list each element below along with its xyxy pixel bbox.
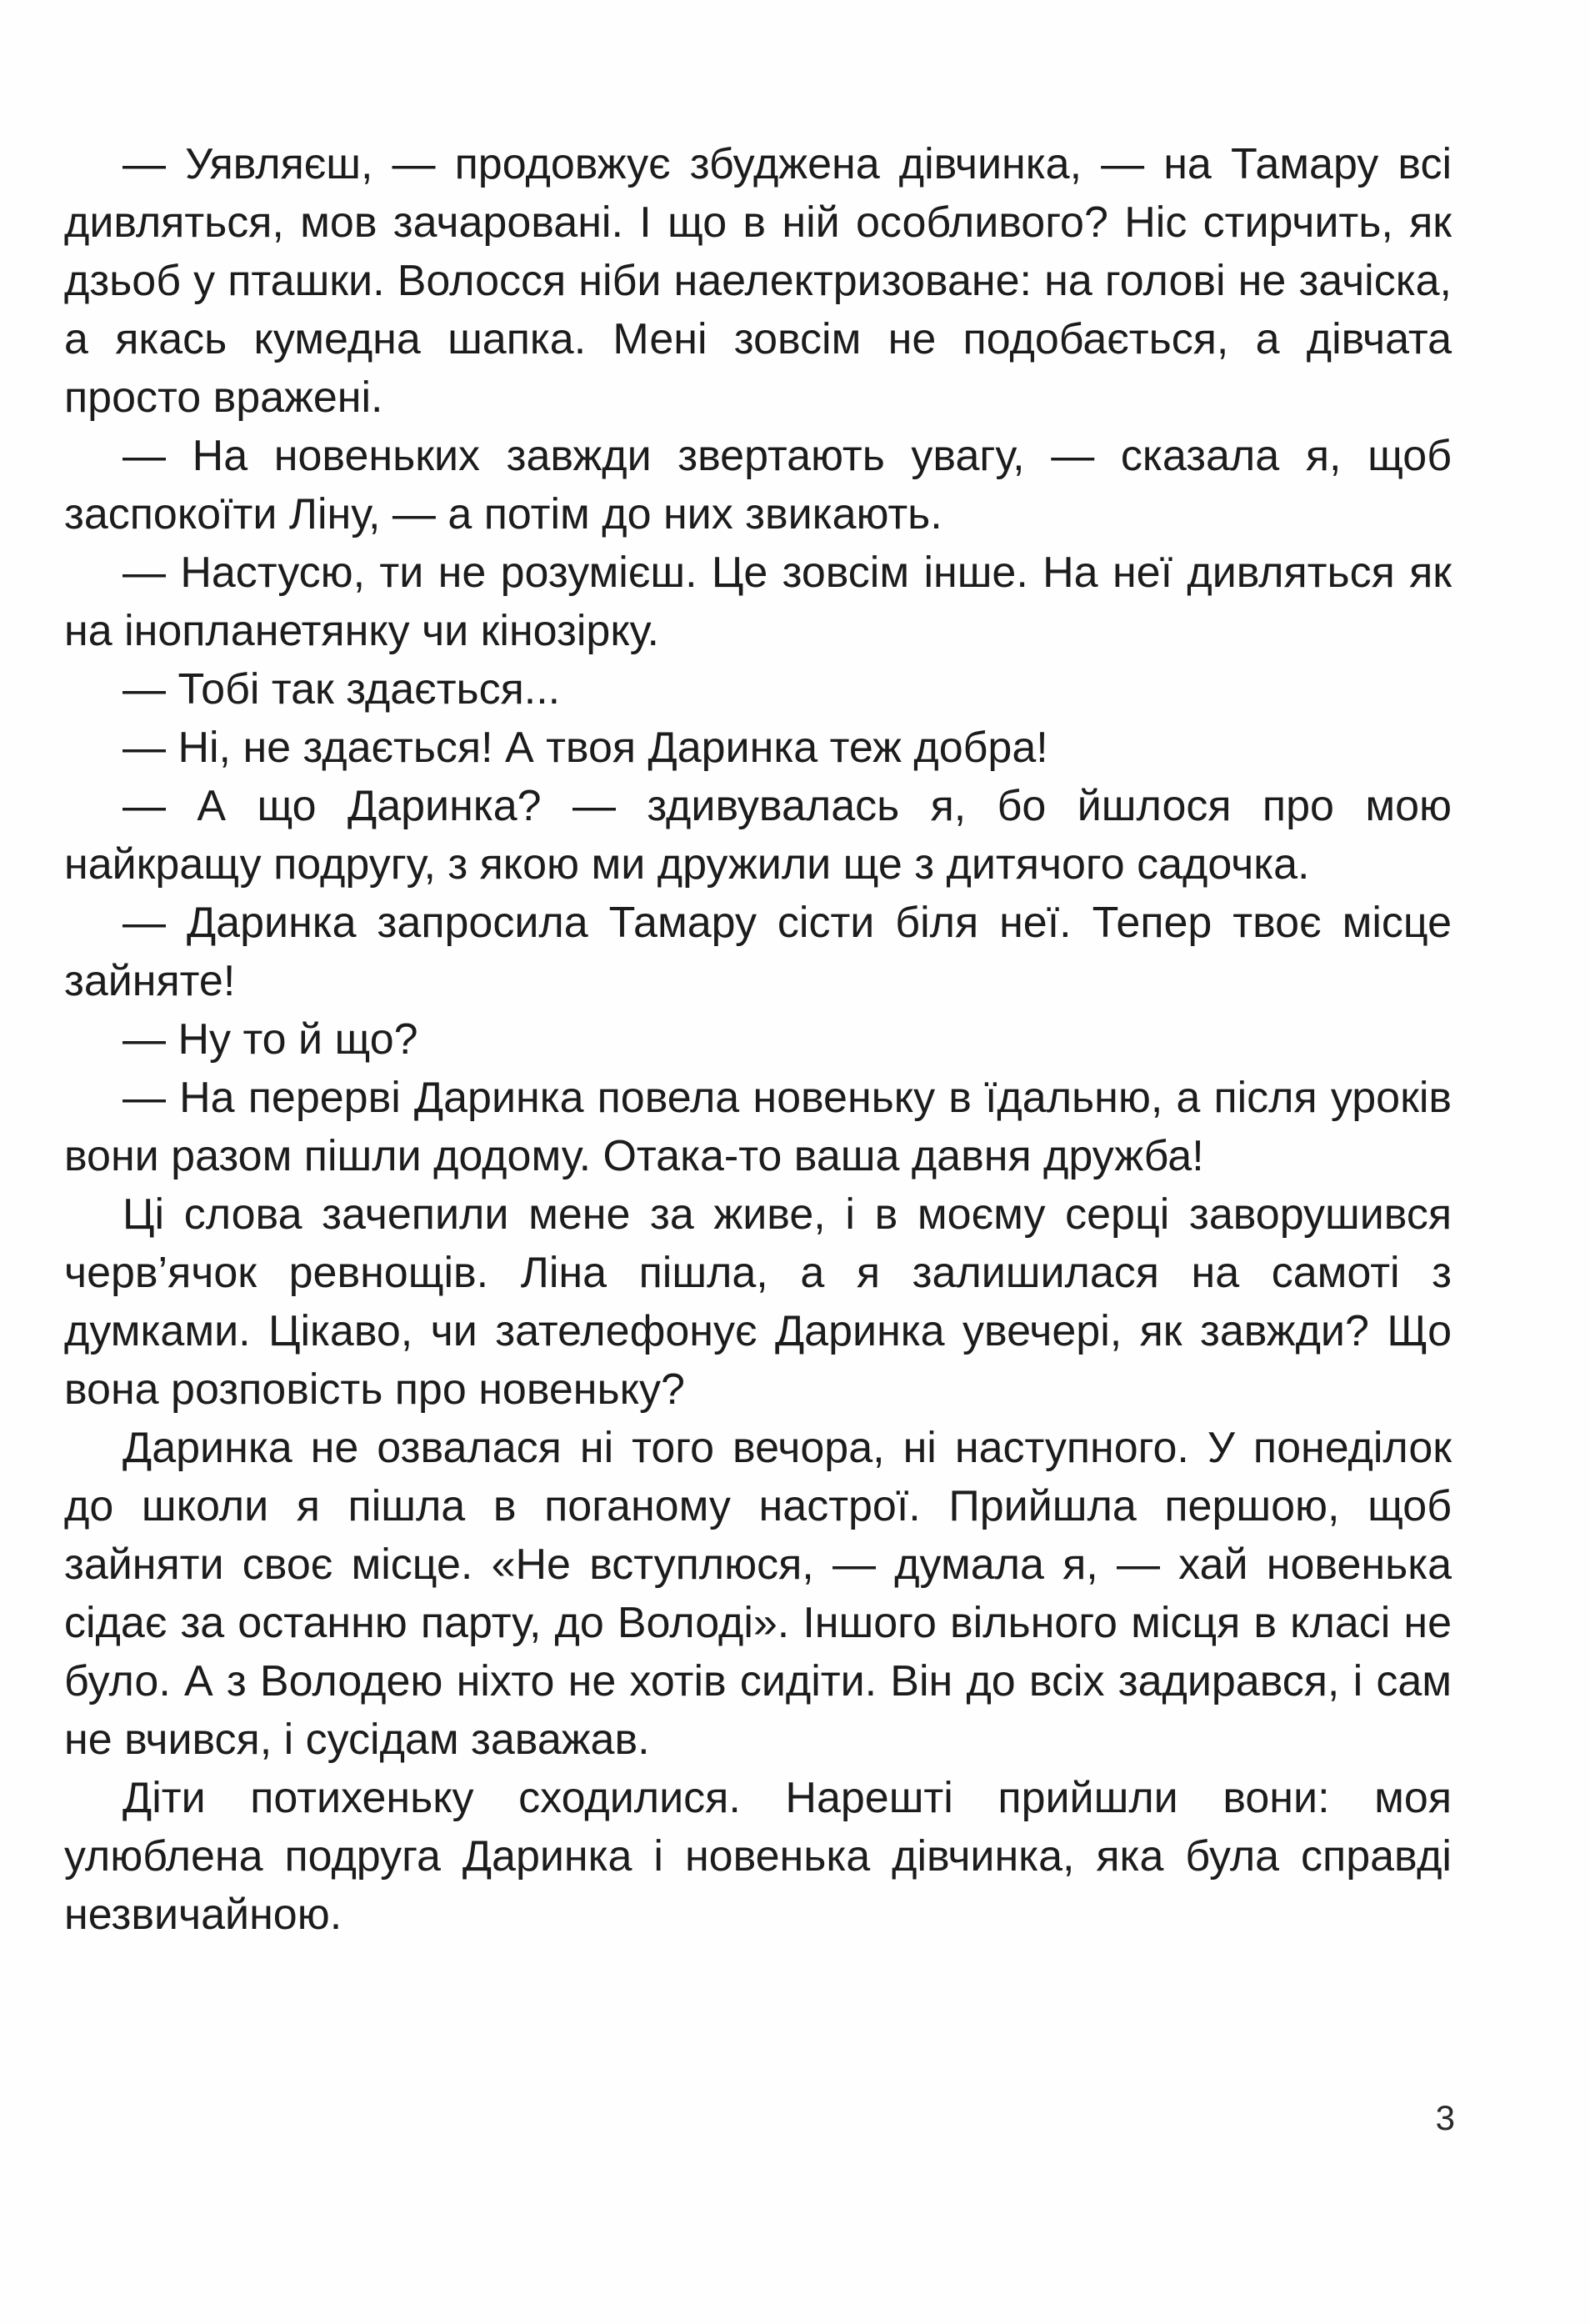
paragraph: — А що Даринка? — здивувалась я, бо йшлося про мою найкращу подругу, з якою ми дружили ще з дитячого садочка. — [64, 782, 1452, 889]
paragraph: Ці слова зачепили мене за живе, і в моєму серці заворушився черв’ячок ревнощів. Ліна пішла, а я залишилася на самоті з думками. Цікаво, чи зателефонує Даринка увечері, як завжди? Що вона розповість про новеньку? — [64, 1190, 1452, 1414]
paragraph: Даринка не озвалася ні того вечора, ні наступного. У понеділок до школи я пішла в поганому настрої. Прийшла першою, щоб зайняти своє місце. «Не вступлюся, — думала я, — хай новенька сідає за останню парту, до Володі». Іншого вільного місця в класі не було. А з Володею ніхто не хотів сидіти. Він до всіх задирався, і сам не вчився, і сусідам заважав. — [64, 1424, 1452, 1764]
paragraph: — Тобі так здається... — [122, 665, 561, 714]
page-number: 3 — [1435, 2098, 1455, 2137]
paragraph: — Ну то й що? — [122, 1015, 418, 1064]
paragraph: — Настусю, ти не розумієш. Це зовсім інше. На неї дивляться як на інопланетянку чи кінозірку. — [64, 548, 1452, 655]
paragraph: — Уявляєш, — продовжує збуджена дівчинка, — на Тамару всі дивляться, мов зачаровані. І що в ній особливого? Ніс стирчить, як дзьоб у пташки. Волосся ніби наелектризоване: на голові не зачіска, а якась кумедна шапка. Мені зовсім не подобається, а дівчата просто вражені. — [64, 140, 1452, 422]
paragraph: — Даринка запросила Тамару сісти біля неї. Тепер твоє місце зайняте! — [64, 899, 1452, 1005]
paragraph: Діти потихеньку сходилися. Нарешті прийшли вони: моя улюблена подруга Даринка і новенька дівчинка, яка була справді незвичайною. — [64, 1774, 1452, 1939]
paragraph: — Ні, не здається! А твоя Даринка теж добра! — [122, 724, 1048, 772]
body-text — [64, 135, 1452, 1944]
paragraph: — На перерві Даринка повела новеньку в їдальню, а після уроків вони разом пішли додому. Отака-то ваша давня дружба! — [64, 1074, 1452, 1180]
paragraph: — На новеньких завжди звертають увагу, — сказала я, щоб заспокоїти Ліну, — а потім до них звикають. — [64, 432, 1452, 538]
